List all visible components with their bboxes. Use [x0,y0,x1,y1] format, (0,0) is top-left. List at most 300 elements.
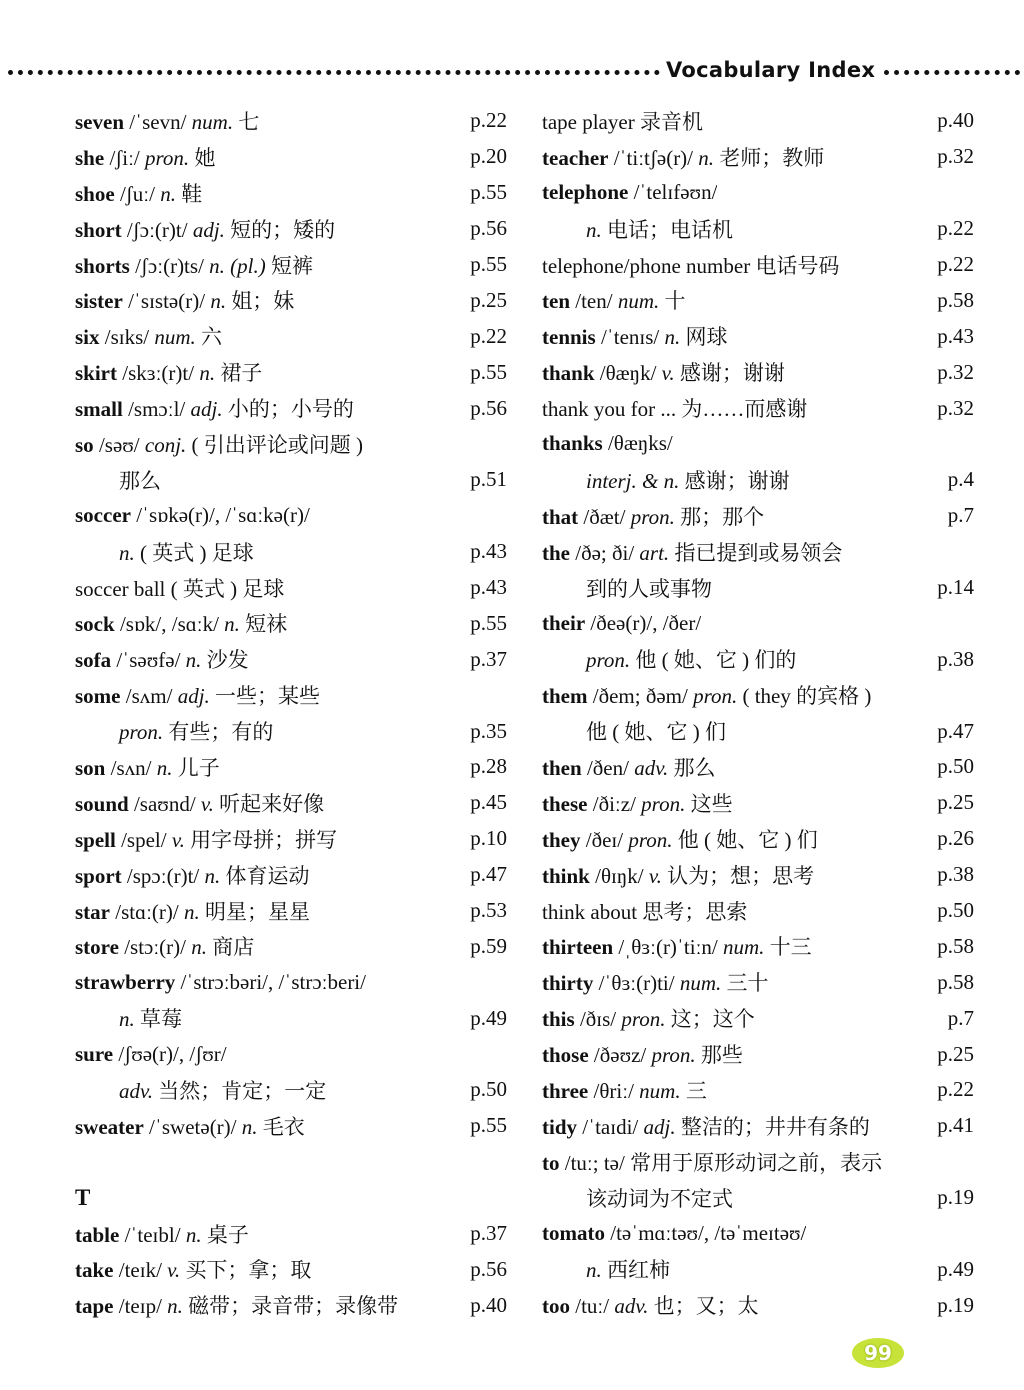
entry-text [542,106,703,136]
vocab-entry [75,1072,507,1108]
vocab-entry [542,426,974,462]
vocab-entry [75,211,507,247]
entry-text [75,860,309,890]
vocab-entry [542,139,974,175]
entry-definition: 西红柿 [607,1258,670,1283]
vocab-entry [75,1216,507,1252]
vocab-entry [75,893,507,929]
vocab-entry [75,857,507,893]
entry-text [542,501,764,531]
entry-text [542,1183,733,1213]
entry-definition: 买下；拿；取 [185,1258,312,1283]
entry-word: some [75,684,121,709]
entry-phonetic: /ðɪs/ [579,1007,617,1032]
entry-page-ref: p.19 [937,1292,974,1317]
entry-page-ref: p.40 [937,108,974,133]
entry-text [542,1147,882,1177]
entry-phonetic: /saʊnd/ [133,791,196,816]
entry-phonetic: /teɪk/ [118,1258,162,1283]
entry-text [75,931,254,961]
entry-page-ref: p.56 [470,216,507,241]
entry-word: the [542,540,570,565]
vocab-entry [542,785,974,821]
vocab-entry [75,964,507,1000]
entry-text [542,824,818,854]
entry-phonetic: /ʃɔː(r)t/ [126,217,188,242]
vocab-entry [542,498,974,534]
entry-phrase: think about [542,899,638,924]
entry-part-of-speech: n. [664,325,681,350]
entry-word: think [542,863,590,888]
entry-page-ref: p.35 [470,718,507,743]
vocab-entry [75,175,507,211]
entry-definition: 当然；肯定；一定 [158,1078,327,1103]
entry-text [542,680,871,710]
entry-definition: 毛衣 [262,1114,305,1139]
entry-definition: 商店 [212,935,255,960]
entry-phonetic: /stɔː(r)/ [124,935,186,960]
entry-part-of-speech: n. [183,899,200,924]
entry-page-ref: p.45 [470,790,507,815]
header-dotted-rule-left [8,70,660,75]
entry-phrase: tape player [542,109,635,134]
entry-text [75,1111,305,1141]
entry-phonetic: /θæŋk/ [599,361,657,386]
entry-definition: 他 ( 她、它 ) 们 [586,720,726,745]
entry-definition: 用字母拼；拼写 [190,827,338,852]
entry-part-of-speech: adj. [643,1114,676,1139]
entry-word: them [542,684,588,709]
entry-part-of-speech: n. [185,1222,202,1247]
entry-part-of-speech: pron. [630,504,675,529]
entry-phonetic: /sɒk/, /sɑːk/ [119,612,219,637]
entry-phonetic: /ˈsəʊfə/ [116,648,181,673]
entry-phonetic: /sʌn/ [110,755,152,780]
entry-text [542,537,842,567]
entry-phonetic: /spɔː(r)t/ [126,863,200,888]
entry-phonetic: /θriː/ [593,1078,634,1103]
entry-page-ref: p.51 [470,467,507,492]
vocab-entry [542,175,974,211]
entry-definition: 那；那个 [680,504,765,529]
entry-text [542,788,733,818]
entry-text [542,142,824,172]
entry-part-of-speech: n. [586,217,602,242]
entry-page-ref: p.22 [937,1077,974,1102]
entry-word: so [75,432,94,457]
entry-part-of-speech: adv. [634,755,669,780]
vocab-entry [542,821,974,857]
entry-word: that [542,504,579,529]
entry-text [542,967,769,997]
entry-definition: 一些；某些 [215,684,321,709]
entry-page-ref: p.50 [937,754,974,779]
entry-part-of-speech: num. [154,325,196,350]
entry-text [75,1042,227,1067]
entry-definition: 那么 [119,468,161,493]
entry-part-of-speech: n. [167,1294,183,1319]
vocab-entry [542,1180,974,1216]
entry-word: sister [75,289,123,314]
entry-definition: 短袜 [245,612,288,637]
entry-word: star [75,899,110,924]
entry-part-of-speech: n. [210,289,227,314]
entry-text [75,178,202,208]
entry-definition: 小的；小号的 [227,397,354,422]
vocab-entry [75,749,507,785]
vocab-entry [542,247,974,283]
entry-text [75,896,310,926]
entry-definition: 这些 [690,791,733,816]
entry-text [75,716,273,746]
entry-definition: 她 [194,145,216,170]
entry-text [542,465,790,495]
entry-word: sound [75,791,129,816]
entry-definition: 沙发 [206,648,249,673]
vocab-entry [542,1144,974,1180]
entry-definition: 十 [664,289,686,314]
entry-page-ref: p.22 [937,216,974,241]
entry-part-of-speech: n. [156,755,173,780]
entry-part-of-speech: art. [639,540,670,565]
entry-phonetic: /ˌθɜː(r)ˈtiːn/ [618,935,718,960]
entry-page-ref: p.28 [470,754,507,779]
entry-word: she [75,145,105,170]
entry-text [542,357,785,387]
entry-word: six [75,325,100,350]
entry-word: seven [75,109,124,134]
entry-text [75,142,215,172]
vocab-entry [75,1180,507,1216]
entry-phonetic: /spel/ [121,827,167,852]
entry-definition: 草莓 [140,1007,182,1032]
vocab-column-left [75,103,507,1323]
vocab-entry [75,282,507,318]
vocab-entry [542,857,974,893]
entry-part-of-speech: v. [171,827,185,852]
entry-page-ref: p.25 [937,1041,974,1066]
vocab-entry [542,928,974,964]
entry-part-of-speech: pron. [586,648,631,673]
entry-phonetic: /ˈteɪbl/ [124,1222,181,1247]
vocab-entry [542,354,974,390]
entry-page-ref: p.25 [937,790,974,815]
entry-page-ref: p.56 [470,395,507,420]
entry-text [75,106,259,136]
vocab-entry [542,103,974,139]
entry-word: thank [542,361,595,386]
entry-text [75,429,363,459]
entry-page-ref: p.7 [947,503,974,528]
entry-part-of-speech: num. [191,109,234,134]
entry-page-ref: p.47 [937,718,974,743]
entry-phonetic: /ˈtenɪs/ [600,325,660,350]
entry-definition: 该动词为不定式 [586,1186,733,1211]
vocab-entry [75,103,507,139]
entry-text [75,608,287,638]
vocab-entry [542,677,974,713]
entry-part-of-speech: n. [119,540,135,565]
vocab-entry [75,247,507,283]
entry-part-of-speech: interj. & n. [586,468,680,493]
entry-phonetic: /ten/ [575,289,613,314]
entry-text [75,1003,182,1033]
entry-definition: 这；这个 [670,1007,755,1032]
entry-phonetic: /ðeɪ/ [585,827,624,852]
page-number-badge: 99 [852,1338,904,1368]
entry-text [542,716,726,746]
entry-word: thirty [542,971,594,996]
entry-definition: ( 英式 ) 足球 [170,576,285,601]
entry-word: thanks [542,431,603,456]
entry-page-ref: p.10 [470,826,507,851]
entry-word: sock [75,612,115,637]
entry-word: take [75,1258,114,1283]
vocab-entry [542,318,974,354]
entry-phonetic: /skɜː(r)t/ [122,361,195,386]
entry-page-ref: p.53 [470,898,507,923]
entry-part-of-speech: adj. [192,217,225,242]
entry-word: tidy [542,1114,578,1139]
entry-text [542,1003,755,1033]
entry-text [75,357,262,387]
entry-definition: 老师；教师 [719,145,825,170]
entry-phonetic: /təˈmɑːtəʊ/, /təˈmeɪtəʊ/ [610,1221,807,1246]
entry-part-of-speech: n. [586,1258,602,1283]
vocab-entry [542,1287,974,1323]
entry-text [542,285,686,315]
vocab-entry [75,462,507,498]
entry-part-of-speech: v. [648,863,662,888]
entry-page-ref: p.37 [470,646,507,671]
entry-word: thirteen [542,935,614,960]
entry-phonetic: /tuː; tə/ [564,1150,625,1175]
entry-page-ref: p.32 [937,359,974,384]
entry-part-of-speech: n. [698,145,715,170]
entry-definition: ( 英式 ) 足球 [140,540,254,565]
entry-definition: 他 ( 她、它 ) 们 [677,827,818,852]
vocab-entry [75,1144,507,1180]
vocab-entry [542,462,974,498]
entry-definition: 十三 [769,935,812,960]
entry-text [542,431,673,456]
entry-part-of-speech: num. [679,971,722,996]
entry-part-of-speech: n. [185,648,202,673]
entry-page-ref: p.32 [937,144,974,169]
section-letter-heading: T [75,1184,91,1210]
entry-definition: 常用于原形动词之前，表示 [630,1150,883,1175]
entry-phonetic: /stɑː(r)/ [115,899,179,924]
entry-definition: 有些；有的 [168,720,274,745]
entry-definition: 指已提到或易领会 [674,540,843,565]
entry-text [542,1111,870,1141]
entry-phrase: soccer ball [75,576,166,601]
entry-part-of-speech: pron. [693,684,738,709]
entry-definition: 儿子 [177,755,220,780]
entry-text [75,321,222,351]
entry-definition: 网球 [685,325,728,350]
entry-page-ref: p.55 [470,610,507,635]
vocab-entry [75,928,507,964]
entry-word: small [75,397,123,422]
entry-part-of-speech: n. (pl.) [209,253,266,278]
entry-text [75,573,284,603]
entry-page-ref: p.7 [947,1005,974,1030]
vocab-entry [542,211,974,247]
vocab-entry [542,713,974,749]
entry-phonetic: /teɪp/ [118,1294,162,1319]
entry-phrase: thank you for ... [542,397,677,422]
entry-page-ref: p.19 [937,1185,974,1210]
entry-text [542,896,747,926]
entry-phonetic: /ðiːz/ [592,791,636,816]
entry-page-ref: p.49 [937,1256,974,1281]
entry-part-of-speech: adv. [614,1294,649,1319]
entry-page-ref: p.55 [470,180,507,205]
entry-word: ten [542,289,570,314]
vocab-entry [542,1252,974,1288]
entry-page-ref: p.43 [470,575,507,600]
entry-text [542,611,701,636]
entry-page-ref: p.43 [937,323,974,348]
entry-definition: 电话号码 [755,253,840,278]
entry-phonetic: /θɪŋk/ [595,863,644,888]
vocab-entry [542,1108,974,1144]
page-header-title: Vocabulary Index [666,58,876,82]
vocab-entry [542,605,974,641]
entry-text [542,321,728,351]
vocab-entry [542,893,974,929]
vocab-entry [75,498,507,534]
entry-text [75,1290,398,1320]
vocab-entry [75,1287,507,1323]
vocab-entry [75,641,507,677]
entry-phonetic: /ˈθɜː(r)ti/ [598,971,675,996]
entry-part-of-speech: n. [199,361,216,386]
entry-definition: 明星；星星 [204,899,310,924]
entry-definition: 到的人或事物 [586,576,712,601]
entry-text [542,1039,743,1069]
entry-phonetic: /ʃiː/ [109,145,140,170]
entry-phonetic: /tuː/ [575,1294,610,1319]
vocab-entry [75,354,507,390]
entry-page-ref: p.14 [937,575,974,600]
entry-definition: 六 [201,325,223,350]
entry-part-of-speech: n. [204,863,221,888]
entry-page-ref: p.38 [937,862,974,887]
entry-word: this [542,1007,575,1032]
entry-phonetic: /ðem; ðəm/ [592,684,688,709]
entry-definition: 姐；妹 [231,289,295,314]
vocab-entry [542,964,974,1000]
entry-definition: 感谢；谢谢 [684,468,790,493]
entry-page-ref: p.55 [470,252,507,276]
entry-word: telephone [542,180,629,205]
entry-definition: 他 ( 她、它 ) 们的 [635,648,797,673]
entry-part-of-speech: pron. [621,1007,666,1032]
entry-part-of-speech: num. [723,935,765,960]
entry-word: their [542,610,586,635]
vocab-entry [542,1036,974,1072]
entry-phonetic: /ˈtaɪdi/ [582,1114,639,1139]
vocab-entry [75,318,507,354]
vocab-entry [542,282,974,318]
entry-phonetic: /ˈtelɪfəʊn/ [633,180,718,205]
entry-phonetic: /ˈsɪstə(r)/ [128,289,206,314]
entry-phonetic: /ðə; ði/ [575,540,635,565]
entry-word: those [542,1043,589,1068]
entry-definition: 鞋 [181,181,203,206]
entry-word: son [75,755,106,780]
entry-text [542,180,717,205]
entry-word: to [542,1150,560,1175]
entry-definition: 那些 [700,1043,743,1068]
vocab-entry [542,1216,974,1252]
entry-definition: 为……而感谢 [681,397,808,422]
entry-phonetic: /ˈswetə(r)/ [149,1114,237,1139]
entry-word: these [542,791,588,816]
vocab-entry [75,677,507,713]
entry-page-ref: p.22 [470,323,507,348]
entry-page-ref: p.4 [947,467,974,492]
entry-text [75,465,161,495]
entry-phonetic: /sʌm/ [125,684,173,709]
vocab-entry [75,390,507,426]
entry-part-of-speech: pron. [651,1043,696,1068]
entry-text [542,573,712,603]
vocab-entry [542,1000,974,1036]
entry-page-ref: p.26 [937,826,974,851]
entry-definition: 短的；矮的 [230,217,336,242]
entry-word: sweater [75,1114,144,1139]
entry-text [75,1254,311,1284]
vocab-entry [542,534,974,570]
vocab-entry [75,1000,507,1036]
entry-page-ref: p.43 [470,539,507,564]
vocab-entry [542,570,974,606]
entry-page-ref: p.50 [937,898,974,923]
entry-text [542,1290,759,1320]
entry-page-ref: p.37 [470,1221,507,1246]
vocab-entry [542,749,974,785]
entry-text [542,250,839,280]
entry-definition: 那么 [673,755,716,780]
entry-word: sofa [75,648,112,673]
entry-text [75,1219,249,1249]
vocab-entry [75,139,507,175]
entry-definition: 思考；思索 [642,899,748,924]
entry-part-of-speech: v. [200,791,214,816]
entry-word: skirt [75,361,117,386]
entry-page-ref: p.49 [470,1005,507,1030]
vocab-entry [75,426,507,462]
entry-page-ref: p.59 [470,933,507,958]
entry-part-of-speech: pron. [641,791,686,816]
entry-phonetic: /θæŋks/ [607,431,673,456]
entry-text [542,931,812,961]
entry-definition: 桌子 [206,1222,249,1247]
entry-part-of-speech: n. [119,1007,135,1032]
vocab-entry [542,1072,974,1108]
entry-definition: 也；又；太 [653,1294,759,1319]
entry-text [542,1221,806,1246]
entry-phrase: telephone/phone number [542,253,751,278]
entry-text [75,970,366,995]
entry-part-of-speech: v. [661,361,675,386]
entry-word: tape [75,1294,114,1319]
entry-page-ref: p.40 [470,1292,507,1317]
entry-page-ref: p.32 [937,395,974,420]
